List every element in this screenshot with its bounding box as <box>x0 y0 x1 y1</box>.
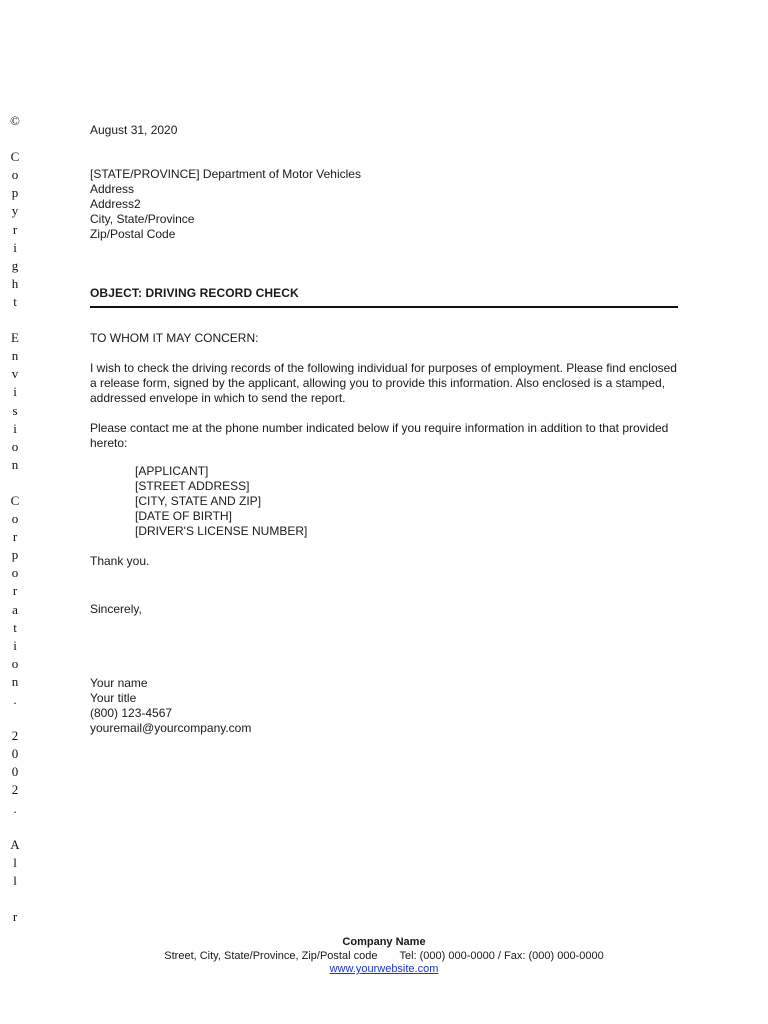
copyright-glyph: p <box>11 547 19 563</box>
recipient-line: Address <box>90 182 135 196</box>
thanks-line: Thank you. <box>90 554 150 568</box>
copyright-glyph: 2 <box>11 728 19 744</box>
copyright-glyph <box>8 709 22 727</box>
signature-phone: (800) 123-4567 <box>90 706 173 720</box>
copyright-glyph <box>8 474 22 492</box>
footer-address: Street, City, State/Province, Zip/Postal code <box>164 949 378 962</box>
copyright-glyph: t <box>13 619 17 635</box>
copyright-glyph: i <box>13 420 17 436</box>
copyright-glyph: g <box>11 257 19 273</box>
copyright-glyph <box>8 130 22 148</box>
recipient-line: Zip/Postal Code <box>90 227 176 241</box>
letter-date: August 31, 2020 <box>90 123 178 137</box>
copyright-glyph: 0 <box>11 764 19 780</box>
copyright-glyph <box>8 818 22 836</box>
copyright-glyph: l <box>13 872 17 888</box>
copyright-glyph: r <box>12 221 18 237</box>
applicant-fields <box>135 464 307 539</box>
copyright-glyph: v <box>11 366 19 382</box>
footer-contact: Tel: (000) 000-0000 / Fax: (000) 000-0000 <box>399 949 604 962</box>
copyright-glyph: l <box>13 854 17 870</box>
signature-block <box>90 676 251 736</box>
copyright-glyph: o <box>11 511 19 527</box>
applicant-field: [APPLICANT] <box>135 464 209 478</box>
copyright-glyph: o <box>11 565 19 581</box>
copyright-glyph: p <box>11 185 19 201</box>
footer-company-name: Company Name <box>342 936 426 948</box>
paragraph-request: I wish to check the driving records of the following individual for purposes of employment. Please find enclosed a release form, signed by the applicant, allowing you to provide this information. Also enclosed is a stamped, addressed envelope in which to send the report. <box>90 361 677 405</box>
copyright-glyph: n <box>11 456 19 472</box>
copyright-glyph: y <box>11 203 19 219</box>
applicant-field: [DATE OF BIRTH] <box>135 509 232 523</box>
closing-line: Sincerely, <box>90 602 142 616</box>
copyright-glyph <box>8 311 22 329</box>
object-heading: OBJECT: DRIVING RECORD CHECK <box>90 286 299 300</box>
footer-website-link[interactable]: www.yourwebsite.com <box>329 963 439 975</box>
copyright-glyph: n <box>11 673 19 689</box>
copyright-glyph: a <box>12 601 18 617</box>
heading-divider <box>90 306 678 308</box>
signature-title: Your title <box>90 691 137 705</box>
recipient-line: City, State/Province <box>90 212 195 226</box>
applicant-field: [STREET ADDRESS] <box>135 479 250 493</box>
copyright-glyph: i <box>13 384 17 400</box>
copyright-glyph: 2 <box>11 782 19 798</box>
copyright-glyph: n <box>11 348 19 364</box>
copyright-glyph: r <box>12 529 18 545</box>
applicant-field: [CITY, STATE AND ZIP] <box>135 494 262 508</box>
copyright-glyph: r <box>12 909 18 925</box>
copyright-glyph: i <box>13 637 17 653</box>
copyright-glyph: 0 <box>11 746 19 762</box>
copyright-glyph: r <box>12 583 18 599</box>
copyright-glyph: o <box>11 438 19 454</box>
page-footer <box>0 936 768 977</box>
signature-email: youremail@yourcompany.com <box>90 721 252 735</box>
paragraph-contact: Please contact me at the phone number indicated below if you require information in addition to that provided hereto: <box>90 421 669 450</box>
copyright-glyph: . <box>13 800 17 816</box>
copyright-glyph: A <box>10 836 20 852</box>
salutation: TO WHOM IT MAY CONCERN: <box>90 331 259 345</box>
copyright-glyph: E <box>11 330 19 346</box>
copyright-glyph: t <box>13 293 17 309</box>
copyright-glyph: o <box>11 167 19 183</box>
recipient-line: [STATE/PROVINCE] Department of Motor Vehicles <box>90 167 361 181</box>
applicant-field: [DRIVER'S LICENSE NUMBER] <box>135 524 308 538</box>
copyright-glyph <box>8 890 22 908</box>
footer-address-line <box>0 950 768 964</box>
recipient-line: Address2 <box>90 197 141 211</box>
copyright-glyph: . <box>13 692 17 707</box>
copyright-glyph: C <box>10 492 20 508</box>
signature-name: Your name <box>90 676 148 690</box>
copyright-glyph: C <box>10 149 20 165</box>
vertical-copyright-notice <box>8 112 22 926</box>
copyright-glyph: h <box>11 275 19 291</box>
copyright-glyph: o <box>11 655 19 671</box>
copyright-glyph: © <box>10 113 20 128</box>
copyright-glyph: s <box>12 402 18 418</box>
copyright-glyph: i <box>13 239 17 255</box>
recipient-address <box>90 167 361 242</box>
